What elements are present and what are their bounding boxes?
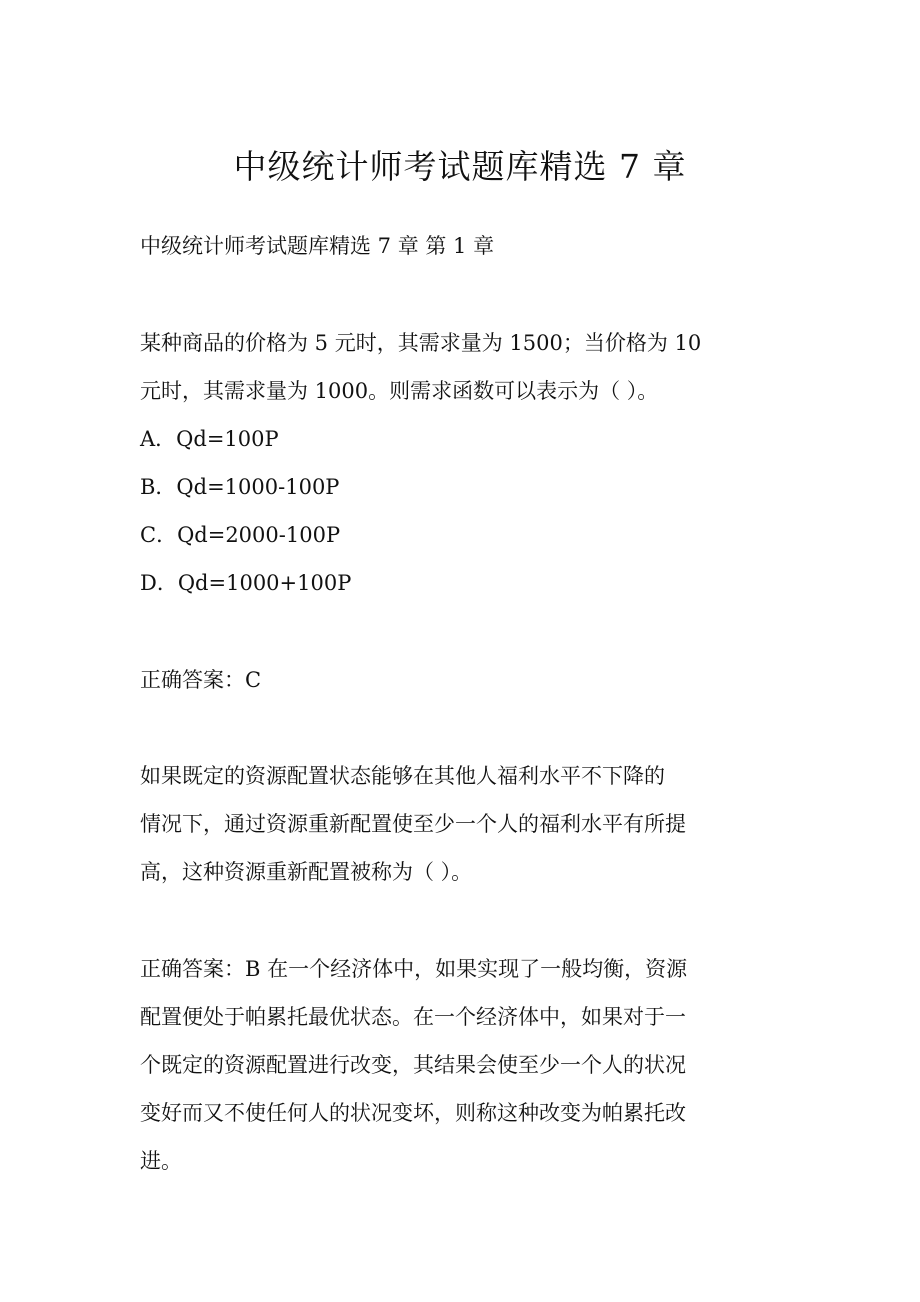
document-title: 中级统计师考试题库精选 7 章 bbox=[233, 147, 687, 186]
question-1-option-b: B．Qd=1000-100P bbox=[140, 475, 340, 499]
question-1-option-a: A．Qd=100P bbox=[140, 427, 279, 451]
question-1-answer: 正确答案：C bbox=[140, 668, 262, 692]
question-2-text-line-1: 如果既定的资源配置状态能够在其他人福利水平不下降的 bbox=[140, 764, 665, 788]
question-1-text-line-2: 元时，其需求量为 1000。则需求函数可以表示为（ ）。 bbox=[140, 379, 659, 403]
question-2-answer-line-4: 变好而又不使任何人的状况变坏，则称这种改变为帕累托改 bbox=[140, 1101, 686, 1125]
question-2-answer-line-3: 个既定的资源配置进行改变，其结果会使至少一个人的状况 bbox=[140, 1053, 686, 1077]
question-2-text-line-2: 情况下，通过资源重新配置使至少一个人的福利水平有所提 bbox=[140, 812, 686, 836]
question-1-option-c: C．Qd=2000-100P bbox=[140, 523, 341, 547]
question-2-answer-line-1: 正确答案：B 在一个经济体中，如果实现了一般均衡，资源 bbox=[140, 957, 688, 981]
chapter-heading: 中级统计师考试题库精选 7 章 第 1 章 bbox=[140, 234, 495, 258]
question-1-option-d: D．Qd=1000+100P bbox=[140, 571, 352, 595]
question-1-text-line-1: 某种商品的价格为 5 元时，其需求量为 1500；当价格为 10 bbox=[140, 331, 702, 355]
question-2-answer-line-2: 配置便处于帕累托最优状态。在一个经济体中，如果对于一 bbox=[140, 1005, 686, 1029]
question-2-answer-line-5: 进。 bbox=[140, 1149, 182, 1173]
question-2-text-line-3: 高，这种资源重新配置被称为（ ）。 bbox=[140, 860, 473, 884]
